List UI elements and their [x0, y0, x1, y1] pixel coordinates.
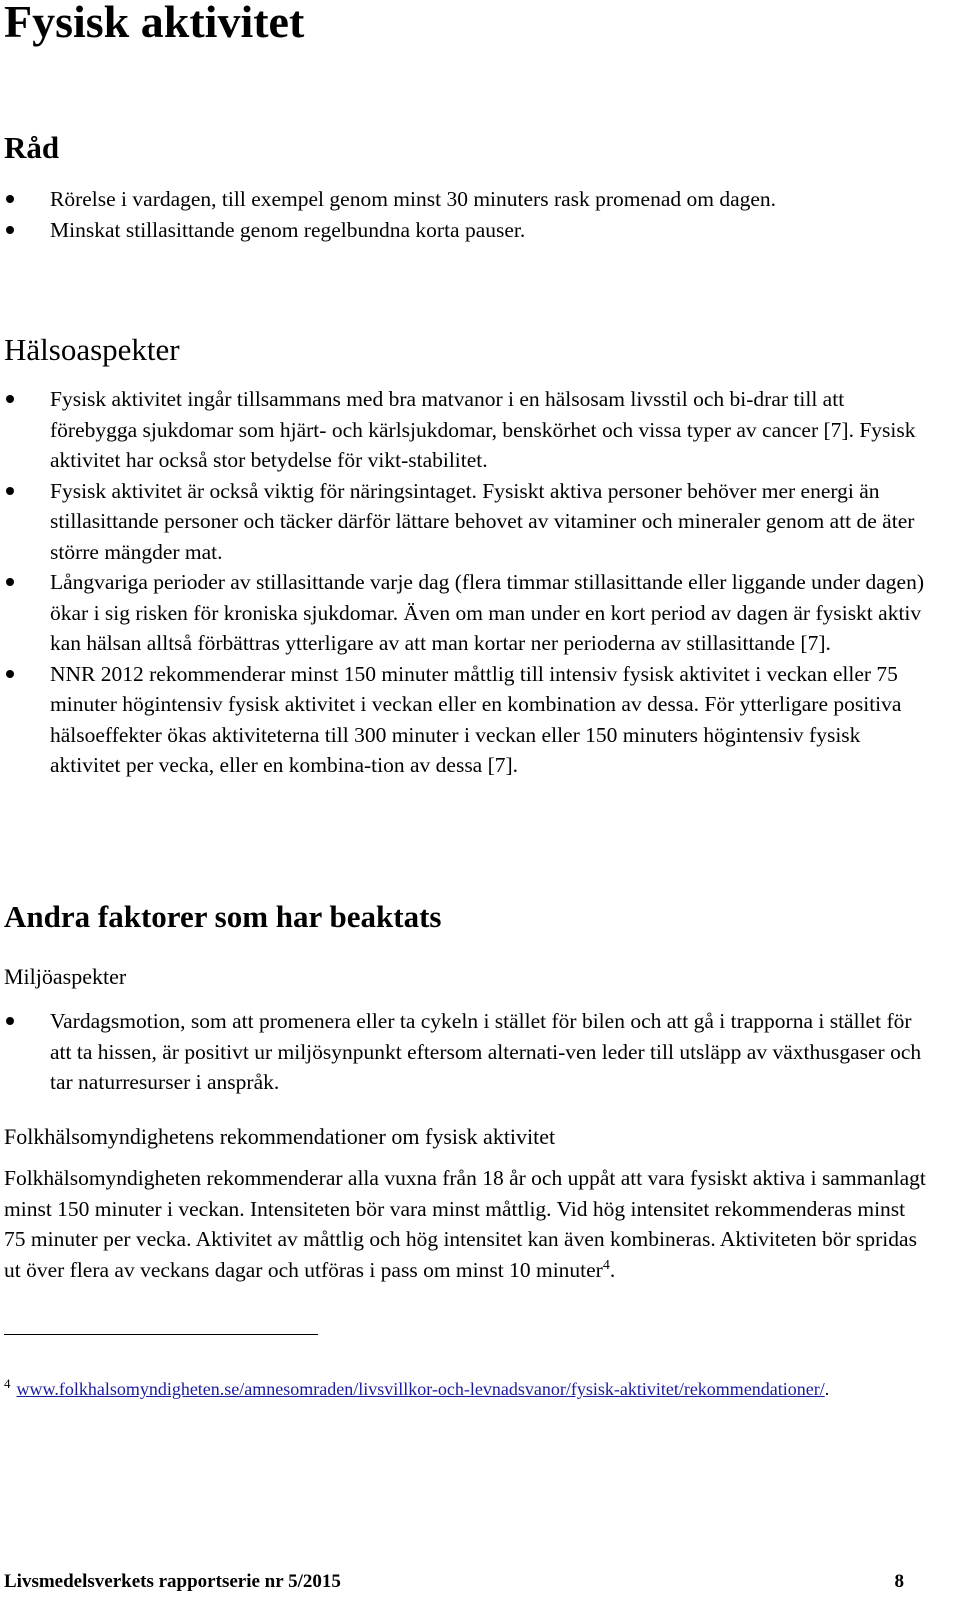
section-heading-halsoaspekter: Hälsoaspekter — [4, 332, 180, 367]
subheading-miljoaspekter: Miljöaspekter — [4, 964, 127, 989]
list-item: Fysisk aktivitet ingår tillsammans med bra matvanor i en hälsosam livsstil och bi-drar till att förebygga sjukdomar som hjärt- och kärlsjukdomar, benskörhet och vissa typer av cancer [7]. Fysisk aktivitet har också stor betydelse för vikt-stabilitet. — [0, 384, 930, 476]
list-item: Rörelse i vardagen, till exempel genom minst 30 minuters rask promenad om dagen. — [0, 184, 930, 215]
section-heading-rad: Råd — [4, 130, 60, 165]
bullet-icon — [6, 195, 14, 203]
footnote-reference[interactable]: 4 — [602, 1257, 610, 1273]
bullet-icon — [6, 1017, 14, 1025]
subheading-folkhalsomyndigheten: Folkhälsomyndighetens rekommendationer om fysisk aktivitet — [4, 1124, 556, 1149]
folkhalsomyndigheten-paragraph: Folkhälsomyndigheten rekommenderar alla vuxna från 18 år och uppåt att vara fysiskt aktiva i sammanlagt minst 150 minuter i veckan. Intensiteten bör vara minst måttlig. Vid hög intensitet rekommenderas minst 75 minuter per vecka. Aktivitet av måttlig och hög intensitet kan även kombineras. Aktiviteten bör spridas ut över flera av veckans dagar och utföras i pass om minst 10 minuter$^4$. — [4, 1166, 926, 1282]
footnote: $^4$ www.folkhalsomyndigheten.se/amnesomraden/livsvillkor-och-levnadsvanor/fysisk-aktivitet/rekommendationer/. — [4, 1376, 830, 1399]
miljo-list — [0, 1006, 930, 1098]
rad-list — [0, 184, 930, 245]
bullet-icon — [6, 226, 14, 234]
halsoaspekter-list — [0, 384, 930, 781]
bullet-icon — [6, 670, 14, 678]
section-heading-andra-faktorer: Andra faktorer som har beaktats — [4, 899, 442, 934]
bullet-icon — [6, 578, 14, 586]
bullet-icon — [6, 395, 14, 403]
footnote-divider — [4, 1334, 318, 1335]
list-item: Fysisk aktivitet är också viktig för näringsintaget. Fysiskt aktiva personer behöver mer energi än stillasittande personer och täcker därför lättare behovet av vitaminer och mineraler genom att de äter större mängder mat. — [0, 476, 930, 568]
list-item: Långvariga perioder av stillasittande varje dag (flera timmar stillasittande eller liggande under dagen) ökar i sig risken för kroniska sjukdomar. Även om man under en kort period av dagen är fysiskt aktiv kan hälsan alltså förbättras ytterligare av att man kortar ner perioderna av stillasittande [7]. — [0, 567, 930, 659]
page-footer — [4, 1568, 904, 1596]
list-item: Minskat stillasittande genom regelbundna korta pauser. — [0, 215, 930, 246]
bullet-icon — [6, 487, 14, 495]
page-title: Fysisk aktivitet — [4, 0, 305, 47]
report-series: Livsmedelsverkets rapportserie nr 5/2015 — [4, 1571, 341, 1592]
footnote-link[interactable]: www.folkhalsomyndigheten.se/amnesomraden/livsvillkor-och-levnadsvanor/fysisk-aktivitet/rekommendationer/ — [16, 1379, 825, 1399]
list-item: Vardagsmotion, som att promenera eller ta cykeln i stället för bilen och att gå i trapporna i stället för att ta hissen, är positivt ur miljösynpunkt eftersom alternati-ven leder till utsläpp av växthusgaser och tar naturresurser i anspråk. — [0, 1006, 930, 1098]
footnote-number: 4 — [4, 1376, 11, 1391]
list-item: NNR 2012 rekommenderar minst 150 minuter måttlig till intensiv fysisk aktivitet i veckan eller 75 minuter högintensiv fysisk aktivitet i veckan eller en kombination av dessa. För ytterligare positiva hälsoeffekter ökas aktiviteterna till 300 minuter i veckan eller 150 minuters högintensiv fysisk aktivitet per vecka, eller en kombina-tion av dessa [7]. — [0, 659, 930, 781]
page-number: 8 — [894, 1571, 904, 1592]
